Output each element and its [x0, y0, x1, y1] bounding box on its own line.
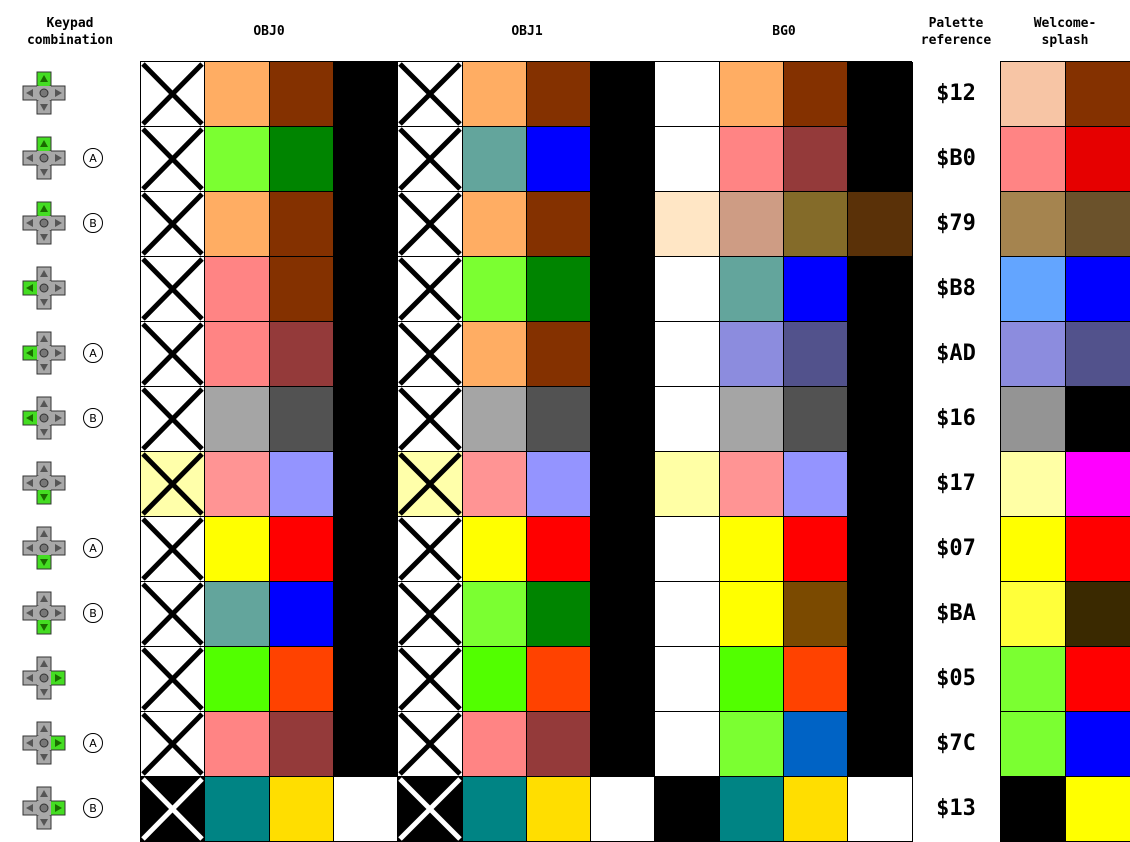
obj1-swatch-4 [591, 517, 655, 582]
obj1-swatch-3 [527, 712, 591, 777]
bg0-swatch-3 [784, 647, 848, 712]
svg-text:A: A [89, 347, 97, 360]
welcome-splash-swatch-1 [1001, 777, 1066, 842]
bg0-swatch-1 [655, 712, 720, 777]
transparent-x-icon [398, 647, 462, 711]
transparent-x-icon [141, 257, 204, 321]
palette-reference-value: $13 [936, 796, 976, 821]
obj0-swatch-3 [270, 322, 334, 387]
bg0-swatch-1 [655, 582, 720, 647]
transparent-x-icon [141, 517, 204, 581]
obj1-swatch-1 [398, 712, 463, 777]
obj0-swatch-2 [205, 192, 270, 257]
obj1-swatch-3 [527, 127, 591, 192]
bg0-swatch-4 [848, 62, 913, 127]
obj0-swatch-4 [334, 387, 398, 452]
bg0-swatch-1 [655, 192, 720, 257]
obj1-swatch-2 [463, 62, 527, 127]
welcome-splash-swatch-2 [1066, 582, 1130, 647]
obj0-swatch-2 [205, 322, 270, 387]
obj1-swatch-4 [591, 322, 655, 387]
obj1-swatch-2 [463, 647, 527, 712]
welcome-splash-swatch-1 [1001, 387, 1066, 452]
obj1-swatch-1 [398, 647, 463, 712]
obj0-swatch-2 [205, 62, 270, 127]
obj0-swatch-2 [205, 517, 270, 582]
bg0-swatch-2 [720, 127, 784, 192]
obj0-swatch-3 [270, 647, 334, 712]
obj0-swatch-4 [334, 712, 398, 777]
palette-reference-value: $B0 [936, 146, 976, 171]
welcome-splash-swatch-2 [1066, 452, 1130, 517]
obj1-swatch-1 [398, 777, 463, 842]
obj1-swatch-3 [527, 257, 591, 322]
transparent-x-icon [141, 452, 204, 516]
obj1-swatch-2 [463, 452, 527, 517]
welcome-splash-swatch-2 [1066, 62, 1130, 127]
obj1-swatch-4 [591, 647, 655, 712]
obj0-swatch-1 [141, 192, 205, 257]
welcome-splash-swatch-2 [1066, 127, 1130, 192]
bg0-swatch-3 [784, 192, 848, 257]
welcome-splash-swatch-2 [1066, 517, 1130, 582]
obj1-swatch-4 [591, 257, 655, 322]
palette-reference-value: $7C [936, 731, 976, 756]
transparent-x-icon [398, 777, 462, 841]
obj1-swatch-3 [527, 322, 591, 387]
transparent-x-icon [398, 192, 462, 256]
button-a-icon [82, 732, 104, 754]
welcome-splash-swatch-2 [1066, 192, 1130, 257]
obj0-swatch-2 [205, 257, 270, 322]
welcome-splash-swatch-2 [1066, 257, 1130, 322]
welcome-splash-swatch-1 [1001, 192, 1066, 257]
obj1-swatch-3 [527, 452, 591, 517]
palette-reference-value: $12 [936, 81, 976, 106]
bg0-swatch-2 [720, 777, 784, 842]
obj0-swatch-4 [334, 127, 398, 192]
bg0-swatch-3 [784, 582, 848, 647]
bg0-swatch-1 [655, 647, 720, 712]
obj0-swatch-4 [334, 517, 398, 582]
bg0-swatch-3 [784, 322, 848, 387]
bg0-swatch-4 [848, 127, 913, 192]
obj1-swatch-4 [591, 127, 655, 192]
obj0-swatch-2 [205, 712, 270, 777]
header-keypad-combination: Keypad combination [26, 16, 114, 48]
obj0-swatch-2 [205, 582, 270, 647]
obj1-swatch-2 [463, 582, 527, 647]
welcome-splash-swatch-1 [1001, 712, 1066, 777]
bg0-swatch-4 [848, 582, 913, 647]
header-obj0: OBJ0 [253, 24, 285, 39]
obj0-swatch-4 [334, 322, 398, 387]
svg-text:B: B [89, 412, 97, 425]
bg0-swatch-4 [848, 322, 913, 387]
obj0-swatch-3 [270, 192, 334, 257]
svg-text:A: A [89, 542, 97, 555]
bg0-swatch-3 [784, 777, 848, 842]
transparent-x-icon [398, 62, 462, 126]
obj0-swatch-3 [270, 777, 334, 842]
obj1-swatch-4 [591, 192, 655, 257]
obj0-swatch-1 [141, 777, 205, 842]
bg0-swatch-1 [655, 322, 720, 387]
svg-text:B: B [89, 802, 97, 815]
obj0-swatch-3 [270, 62, 334, 127]
dpad-up-icon [22, 201, 66, 245]
header-bg0: BG0 [772, 24, 796, 39]
obj1-swatch-3 [527, 647, 591, 712]
transparent-x-icon [398, 127, 462, 191]
dpad-down-icon [22, 591, 66, 635]
obj1-swatch-4 [591, 452, 655, 517]
obj0-swatch-3 [270, 517, 334, 582]
transparent-x-icon [398, 712, 462, 776]
transparent-x-icon [398, 322, 462, 386]
dpad-down-icon [22, 526, 66, 570]
dpad-left-icon [22, 266, 66, 310]
dpad-left-icon [22, 331, 66, 375]
transparent-x-icon [141, 387, 204, 451]
bg0-swatch-3 [784, 257, 848, 322]
obj1-swatch-3 [527, 777, 591, 842]
svg-text:A: A [89, 737, 97, 750]
obj0-swatch-1 [141, 647, 205, 712]
bg0-swatch-2 [720, 517, 784, 582]
bg0-swatch-1 [655, 452, 720, 517]
palette-reference-value: $AD [936, 341, 976, 366]
bg0-swatch-1 [655, 62, 720, 127]
bg0-swatch-1 [655, 257, 720, 322]
welcome-splash-swatch-2 [1066, 387, 1130, 452]
obj0-swatch-4 [334, 192, 398, 257]
obj1-swatch-1 [398, 62, 463, 127]
bg0-swatch-2 [720, 582, 784, 647]
welcome-splash-swatch-2 [1066, 647, 1130, 712]
button-a-icon [82, 537, 104, 559]
button-a-icon [82, 342, 104, 364]
bg0-swatch-4 [848, 647, 913, 712]
obj1-swatch-1 [398, 517, 463, 582]
obj1-swatch-3 [527, 62, 591, 127]
obj0-swatch-4 [334, 647, 398, 712]
obj1-swatch-2 [463, 712, 527, 777]
svg-text:B: B [89, 217, 97, 230]
obj0-swatch-4 [334, 62, 398, 127]
bg0-swatch-2 [720, 387, 784, 452]
bg0-swatch-1 [655, 517, 720, 582]
button-b-icon [82, 602, 104, 624]
bg0-swatch-2 [720, 452, 784, 517]
welcome-splash-grid [1000, 61, 1130, 842]
obj0-swatch-1 [141, 62, 205, 127]
welcome-splash-swatch-1 [1001, 322, 1066, 387]
bg0-swatch-2 [720, 712, 784, 777]
obj1-swatch-1 [398, 322, 463, 387]
dpad-up-icon [22, 71, 66, 115]
bg0-swatch-4 [848, 517, 913, 582]
header-palette-reference: Palette reference [920, 16, 992, 48]
bg0-swatch-3 [784, 452, 848, 517]
obj0-swatch-1 [141, 582, 205, 647]
transparent-x-icon [398, 517, 462, 581]
obj0-swatch-2 [205, 127, 270, 192]
obj0-swatch-4 [334, 582, 398, 647]
bg0-swatch-4 [848, 712, 913, 777]
obj0-swatch-3 [270, 582, 334, 647]
button-a-icon [82, 147, 104, 169]
obj1-swatch-2 [463, 517, 527, 582]
obj1-swatch-1 [398, 192, 463, 257]
obj1-swatch-2 [463, 257, 527, 322]
palette-reference-value: $05 [936, 666, 976, 691]
bg0-swatch-3 [784, 387, 848, 452]
obj1-swatch-2 [463, 777, 527, 842]
obj0-swatch-3 [270, 387, 334, 452]
palette-reference-value: $B8 [936, 276, 976, 301]
transparent-x-icon [141, 647, 204, 711]
bg0-swatch-2 [720, 322, 784, 387]
obj0-swatch-1 [141, 712, 205, 777]
bg0-swatch-1 [655, 777, 720, 842]
obj1-swatch-4 [591, 582, 655, 647]
obj0-swatch-4 [334, 452, 398, 517]
welcome-splash-swatch-1 [1001, 257, 1066, 322]
welcome-splash-swatch-2 [1066, 712, 1130, 777]
obj0-swatch-3 [270, 452, 334, 517]
transparent-x-icon [141, 582, 204, 646]
welcome-splash-swatch-1 [1001, 517, 1066, 582]
bg0-swatch-1 [655, 387, 720, 452]
obj1-swatch-2 [463, 387, 527, 452]
obj0-swatch-1 [141, 257, 205, 322]
obj1-swatch-1 [398, 257, 463, 322]
bg0-swatch-2 [720, 192, 784, 257]
dpad-down-icon [22, 461, 66, 505]
palette-grid [140, 61, 912, 842]
obj0-swatch-1 [141, 387, 205, 452]
obj1-swatch-2 [463, 192, 527, 257]
obj0-swatch-1 [141, 517, 205, 582]
palette-reference-value: $79 [936, 211, 976, 236]
bg0-swatch-2 [720, 257, 784, 322]
welcome-splash-swatch-1 [1001, 647, 1066, 712]
bg0-swatch-4 [848, 257, 913, 322]
transparent-x-icon [398, 387, 462, 451]
dpad-right-icon [22, 721, 66, 765]
dpad-right-icon [22, 656, 66, 700]
obj0-swatch-3 [270, 712, 334, 777]
obj1-swatch-1 [398, 387, 463, 452]
header-obj1: OBJ1 [511, 24, 543, 39]
bg0-swatch-4 [848, 777, 913, 842]
bg0-swatch-2 [720, 62, 784, 127]
obj1-swatch-4 [591, 777, 655, 842]
obj1-swatch-1 [398, 127, 463, 192]
obj0-swatch-2 [205, 647, 270, 712]
obj1-swatch-4 [591, 387, 655, 452]
bg0-swatch-4 [848, 387, 913, 452]
obj1-swatch-2 [463, 127, 527, 192]
transparent-x-icon [398, 582, 462, 646]
transparent-x-icon [398, 452, 462, 516]
obj1-swatch-3 [527, 387, 591, 452]
transparent-x-icon [398, 257, 462, 321]
obj0-swatch-1 [141, 452, 205, 517]
svg-text:A: A [89, 152, 97, 165]
obj0-swatch-3 [270, 257, 334, 322]
bg0-swatch-3 [784, 62, 848, 127]
obj0-swatch-1 [141, 322, 205, 387]
obj1-swatch-2 [463, 322, 527, 387]
obj1-swatch-4 [591, 712, 655, 777]
bg0-swatch-4 [848, 452, 913, 517]
transparent-x-icon [141, 192, 204, 256]
dpad-left-icon [22, 396, 66, 440]
transparent-x-icon [141, 127, 204, 191]
obj0-swatch-4 [334, 257, 398, 322]
transparent-x-icon [141, 322, 204, 386]
palette-reference-value: $07 [936, 536, 976, 561]
button-b-icon [82, 407, 104, 429]
obj1-swatch-4 [591, 62, 655, 127]
obj0-swatch-2 [205, 387, 270, 452]
obj0-swatch-3 [270, 127, 334, 192]
welcome-splash-swatch-1 [1001, 452, 1066, 517]
button-b-icon [82, 797, 104, 819]
button-b-icon [82, 212, 104, 234]
transparent-x-icon [141, 62, 204, 126]
bg0-swatch-2 [720, 647, 784, 712]
transparent-x-icon [141, 712, 204, 776]
obj1-swatch-1 [398, 582, 463, 647]
welcome-splash-swatch-1 [1001, 62, 1066, 127]
svg-text:B: B [89, 607, 97, 620]
bg0-swatch-3 [784, 517, 848, 582]
welcome-splash-swatch-2 [1066, 777, 1130, 842]
dpad-up-icon [22, 136, 66, 180]
welcome-splash-swatch-2 [1066, 322, 1130, 387]
obj1-swatch-1 [398, 452, 463, 517]
palette-reference-value: $BA [936, 601, 976, 626]
dpad-right-icon [22, 786, 66, 830]
obj1-swatch-3 [527, 517, 591, 582]
obj0-swatch-4 [334, 777, 398, 842]
bg0-swatch-1 [655, 127, 720, 192]
bg0-swatch-3 [784, 712, 848, 777]
obj0-swatch-1 [141, 127, 205, 192]
obj1-swatch-3 [527, 582, 591, 647]
palette-reference-value: $16 [936, 406, 976, 431]
obj0-swatch-2 [205, 452, 270, 517]
welcome-splash-swatch-1 [1001, 582, 1066, 647]
obj0-swatch-2 [205, 777, 270, 842]
header-welcome-splash: Welcome- splash [1033, 16, 1097, 48]
welcome-splash-swatch-1 [1001, 127, 1066, 192]
palette-reference-value: $17 [936, 471, 976, 496]
obj1-swatch-3 [527, 192, 591, 257]
bg0-swatch-3 [784, 127, 848, 192]
bg0-swatch-4 [848, 192, 913, 257]
transparent-x-icon [141, 777, 204, 841]
